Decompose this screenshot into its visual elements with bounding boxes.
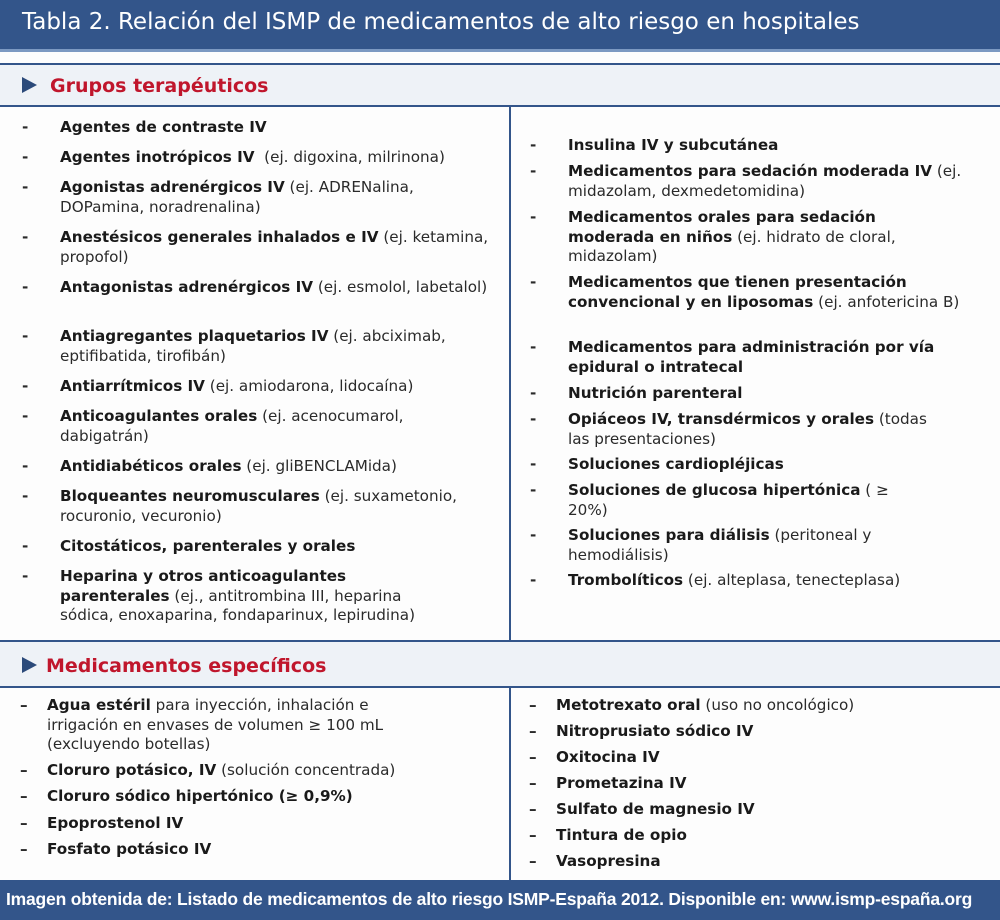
list-item bbox=[20, 761, 490, 781]
item-detail: (ej. suxametonio, rocuronio, vecuronio) bbox=[60, 487, 457, 525]
dash: - bbox=[530, 571, 537, 589]
item-detail: ( ≥ 20%) bbox=[568, 481, 889, 519]
section-header-especificos bbox=[0, 640, 1000, 688]
dash: - bbox=[530, 208, 537, 226]
list-item bbox=[20, 696, 440, 755]
list-item bbox=[20, 814, 490, 834]
item-name: Soluciones de glucosa hipertónica bbox=[568, 481, 861, 499]
list-item bbox=[20, 840, 490, 860]
item-name: Medicamentos orales para sedación moderada en niños bbox=[568, 208, 876, 246]
item-name: Soluciones para diálisis bbox=[568, 526, 770, 544]
title-bar bbox=[0, 0, 1000, 52]
section-title-especificos: Medicamentos específicos bbox=[46, 655, 327, 677]
section-title-grupos: Grupos terapéuticos bbox=[50, 75, 269, 97]
item-detail: (ej. alteplasa, tenecteplasa) bbox=[683, 571, 901, 589]
item-name: Insulina IV y subcutánea bbox=[568, 136, 779, 154]
dash: - bbox=[22, 407, 29, 425]
panel-grupos-left bbox=[0, 107, 511, 640]
item-name: Antiarrítmicos IV bbox=[60, 377, 205, 395]
list-item bbox=[529, 800, 979, 820]
list-item bbox=[530, 455, 970, 475]
item-detail: (ej. midazolam, dexmedetomidina) bbox=[568, 162, 962, 200]
item-name: Antiagregantes plaquetarios IV bbox=[60, 327, 329, 345]
item-detail: (ej. digoxina, milrinona) bbox=[254, 148, 445, 166]
item-name: Agentes de contraste IV bbox=[60, 118, 267, 136]
item-name: Agua estéril bbox=[47, 696, 151, 714]
triangle-right-icon bbox=[22, 657, 37, 673]
dash: – bbox=[20, 840, 28, 858]
dash: – bbox=[529, 696, 537, 714]
list-item bbox=[530, 571, 995, 591]
item-name: Sulfato de magnesio IV bbox=[556, 800, 755, 818]
list-item bbox=[22, 487, 492, 526]
item-name: Citostáticos, parenterales y orales bbox=[60, 537, 356, 555]
item-name: Fosfato potásico IV bbox=[47, 840, 212, 858]
list-item bbox=[22, 327, 492, 366]
list-item bbox=[530, 273, 970, 312]
item-detail: (todas las presentaciones) bbox=[568, 410, 927, 448]
list-item bbox=[530, 384, 970, 404]
list-item bbox=[22, 228, 492, 267]
item-name: Cloruro potásico, IV bbox=[47, 761, 217, 779]
page-title: Tabla 2. Relación del ISMP de medicamentos de alto riesgo en hospitales bbox=[22, 9, 860, 35]
list-item bbox=[22, 407, 492, 446]
dash: – bbox=[20, 814, 28, 832]
item-name: Agentes inotrópicos IV bbox=[60, 148, 255, 166]
panel-especificos-left bbox=[0, 688, 511, 880]
dash: - bbox=[22, 377, 29, 395]
list-item bbox=[530, 526, 930, 565]
item-detail: (ej. anfotericina B) bbox=[813, 292, 960, 311]
item-detail: (ej. ketamina, propofol) bbox=[60, 228, 489, 266]
dash: - bbox=[530, 526, 537, 544]
item-name: Soluciones cardiopléjicas bbox=[568, 455, 784, 473]
item-name: Agonistas adrenérgicos IV bbox=[60, 178, 285, 196]
dash: – bbox=[529, 852, 537, 870]
list-item bbox=[22, 457, 492, 477]
list-item bbox=[530, 410, 950, 449]
list-item bbox=[22, 148, 492, 168]
item-detail: (ej. hidrato de cloral, midazolam) bbox=[568, 227, 896, 266]
dash: - bbox=[530, 338, 537, 356]
list-item bbox=[20, 787, 490, 807]
list-item bbox=[530, 481, 920, 520]
list-item bbox=[22, 178, 492, 217]
dash: - bbox=[22, 537, 29, 555]
dash: - bbox=[22, 148, 29, 166]
item-detail: (peritoneal y hemodiálisis) bbox=[568, 526, 872, 564]
item-name: Medicamentos para sedación moderada IV bbox=[568, 162, 933, 180]
item-detail: para inyección, inhalación e irrigación en envases de volumen ≥ 100 mL (excluyendo botellas) bbox=[47, 696, 384, 754]
item-name: Nutrición parenteral bbox=[568, 384, 743, 402]
list-item bbox=[530, 208, 950, 267]
item-name: Oxitocina IV bbox=[556, 748, 660, 766]
item-detail: (ej. ADRENalina, DOPamina, noradrenalina) bbox=[60, 178, 414, 216]
list-item bbox=[529, 722, 979, 742]
dash: - bbox=[530, 481, 537, 499]
list-item bbox=[529, 826, 979, 846]
item-name: Medicamentos que tienen presentación convencional y en liposomas bbox=[568, 273, 907, 311]
section-header-grupos bbox=[0, 63, 1000, 107]
dash: – bbox=[529, 774, 537, 792]
dash: – bbox=[20, 696, 28, 714]
dash: - bbox=[22, 278, 29, 296]
dash: - bbox=[22, 457, 29, 475]
dash: - bbox=[530, 273, 537, 291]
list-item bbox=[530, 338, 970, 377]
item-name: Cloruro sódico hipertónico (≥ 0,9%) bbox=[47, 787, 353, 805]
dash: - bbox=[22, 118, 29, 136]
item-name: Bloqueantes neuromusculares bbox=[60, 487, 320, 505]
item-detail: (ej., antitrombina III, heparina sódica, enoxaparina, fondaparinux, lepirudina) bbox=[60, 586, 415, 625]
dash: - bbox=[22, 567, 29, 585]
dash: - bbox=[530, 162, 537, 180]
item-name: Metotrexato oral bbox=[556, 696, 701, 714]
triangle-right-icon bbox=[22, 77, 37, 93]
dash: - bbox=[22, 327, 29, 345]
item-detail: (uso no oncológico) bbox=[700, 696, 855, 714]
dash: - bbox=[22, 228, 29, 246]
dash: – bbox=[529, 826, 537, 844]
dash: – bbox=[20, 761, 28, 779]
item-name: Anticoagulantes orales bbox=[60, 407, 258, 425]
source-text: Imagen obtenida de: Listado de medicamentos de alto riesgo ISMP-España 2012. Disponible en: www.ismp-españa.org bbox=[6, 889, 973, 909]
dash: – bbox=[20, 787, 28, 805]
item-name: Antidiabéticos orales bbox=[60, 457, 242, 475]
item-name: Heparina y otros anticoagulantes parenterales bbox=[60, 567, 347, 605]
list-item bbox=[22, 118, 492, 138]
item-name: Prometazina IV bbox=[556, 774, 687, 792]
list-item bbox=[22, 278, 492, 298]
panel-grupos-right bbox=[511, 107, 1000, 640]
item-name: Anestésicos generales inhalados e IV bbox=[60, 228, 379, 246]
item-name: Antagonistas adrenérgicos IV bbox=[60, 278, 314, 296]
dash: - bbox=[22, 178, 29, 196]
item-name: Nitroprusiato sódico IV bbox=[556, 722, 754, 740]
dash: - bbox=[22, 487, 29, 505]
list-item bbox=[22, 567, 442, 626]
dash: – bbox=[529, 722, 537, 740]
item-detail: (ej. amiodarona, lidocaína) bbox=[204, 377, 414, 395]
item-detail: (solución concentrada) bbox=[216, 761, 396, 779]
dash: - bbox=[530, 384, 537, 402]
item-detail: (ej. esmolol, labetalol) bbox=[313, 278, 488, 296]
dash: - bbox=[530, 136, 537, 154]
list-item bbox=[529, 852, 979, 872]
list-item bbox=[529, 748, 979, 768]
list-item bbox=[22, 537, 492, 557]
panel-especificos-right bbox=[511, 688, 1000, 880]
item-name: Opiáceos IV, transdérmicos y orales bbox=[568, 410, 875, 428]
list-item bbox=[529, 696, 979, 716]
item-detail: (ej. acenocumarol, dabigatrán) bbox=[60, 407, 404, 445]
item-name: Epoprostenol IV bbox=[47, 814, 184, 832]
dash: – bbox=[529, 800, 537, 818]
list-item bbox=[530, 136, 980, 156]
item-detail: (ej. gliBENCLAMida) bbox=[241, 457, 397, 475]
dash: - bbox=[530, 410, 537, 428]
list-item bbox=[22, 377, 492, 397]
item-name: Tintura de opio bbox=[556, 826, 687, 844]
source-footer bbox=[0, 880, 1000, 920]
dash: – bbox=[529, 748, 537, 766]
item-name: Medicamentos para administración por vía epidural o intratecal bbox=[568, 338, 935, 376]
list-item bbox=[529, 774, 979, 794]
item-detail: (ej. abciximab, eptifibatida, tirofibán) bbox=[60, 327, 446, 365]
list-item bbox=[530, 162, 970, 201]
item-name: Vasopresina bbox=[556, 852, 661, 870]
dash: - bbox=[530, 455, 537, 473]
item-name: Trombolíticos bbox=[568, 571, 684, 589]
